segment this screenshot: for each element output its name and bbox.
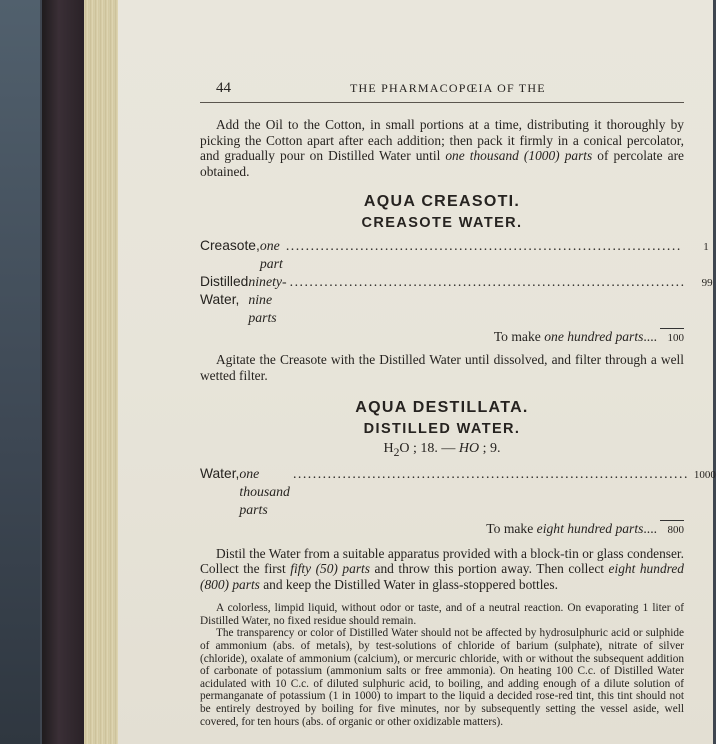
ingredient-qty: 1000 xyxy=(693,468,716,481)
creasoti-title: AQUA CREASOTI. xyxy=(363,193,521,210)
instruction-text: and throw this portion away. Then collect xyxy=(369,561,609,577)
intro-text-2: of percolate are obtained. xyxy=(200,148,684,179)
chemical-formula xyxy=(200,441,684,459)
total-dots: .... xyxy=(643,520,657,536)
destillata-total xyxy=(200,519,684,540)
destillata-ingredient xyxy=(200,465,716,519)
formula-part: O ; 18. — xyxy=(399,441,459,456)
destillata-title: AQUA DESTILLATA. xyxy=(355,399,529,416)
formula-subscript: 2 xyxy=(393,445,400,459)
instruction-italic: fifty (50) parts xyxy=(290,561,370,577)
page-number: 44 xyxy=(216,80,231,96)
running-head: THE PHARMACOPŒIA OF THE xyxy=(350,81,546,95)
creasoti-ingredient xyxy=(200,273,713,327)
destillata-note: A colorless, limpid liquid, without odor or taste, and of a neutral reaction. On evaporating 1 liter of Distilled Water, no fixed residue should remain. xyxy=(200,602,684,627)
total-dots: .... xyxy=(643,329,657,344)
formula-italic: HO xyxy=(458,441,480,456)
ingredient-amount: ninety-nine parts xyxy=(248,274,287,325)
book-page xyxy=(118,0,716,744)
ingredient-amount: one thousand parts xyxy=(239,465,290,517)
leader-dots: ................................................................................ xyxy=(292,465,689,481)
intro-paragraph xyxy=(200,117,684,179)
creasoti-ingredient xyxy=(200,237,709,273)
total-qty: 100 xyxy=(660,328,684,348)
total-amount: one hundred parts xyxy=(544,329,644,344)
ingredient-name: Creasote, xyxy=(200,238,260,253)
total-prefix: To make xyxy=(486,520,534,536)
destillata-subtitle: DISTILLED WATER. xyxy=(363,421,521,437)
intro-text-1: Add the Oil to the Cotton, in small portions at a time, distributing it thoroughly by picking the Cotton apart after each addition; then pack it firmly in a conical percolator, and gradually pour on Distilled Water until xyxy=(200,117,684,163)
instruction-text: Distil the Water from a suitable apparatus provided with a block-tin or glass condenser. Collect the first xyxy=(200,545,684,577)
intro-text-italic: one thousand (1000) parts xyxy=(445,148,593,163)
background-left xyxy=(0,0,40,744)
page-edges xyxy=(84,0,120,744)
creasoti-instruction: Agitate the Creasote with the Distilled Water until dissolved, and filter through a well wetted filter. xyxy=(200,352,684,383)
book-spine xyxy=(42,0,84,744)
total-amount: eight hundred parts xyxy=(536,520,644,536)
leader-dots: ................................................................................ xyxy=(289,274,686,289)
destillata-instruction xyxy=(200,546,684,593)
ingredient-amount: one part xyxy=(259,238,283,271)
ingredient-qty: 99 xyxy=(701,277,713,289)
ingredient-name: Distilled Water, xyxy=(200,274,249,307)
leader-dots: ................................................................................ xyxy=(285,238,682,253)
page-header xyxy=(200,72,684,103)
formula-part: ; 9. xyxy=(479,441,501,456)
ingredient-qty: 1 xyxy=(703,241,709,253)
destillata-note: The transparency or color of Distilled Water should not be affected by hydrosulphuric acid or sulphide of ammonium (abs. of metals), by test-solutions of chloride of barium (sulphate), nitrate of silver (chloride), oxalate of ammonium (calcium), or mercuric chloride, with or without the subsequent addition of carbonate of potassium (ammonium salts or free ammonia). On heating 100 C.c. of Distilled Water acidulated with 10 C.c. of diluted sulphuric acid, to boiling, and adding enough of a dilute solution of permanganate of potassium (1 in 1000) to impart to the liquid a decided rose-red tint, this tint should not be entirely destroyed by boiling for five minutes, nor by subsequently setting the vessel aside, well covered, for ten hours (abs. of organic or other oxidizable matters). xyxy=(200,627,684,728)
total-prefix: To make xyxy=(493,329,541,344)
instruction-italic: eight hundred (800) parts xyxy=(200,561,684,592)
page-content xyxy=(200,72,716,728)
total-qty: 800 xyxy=(660,520,684,540)
instruction-text: and keep the Distilled Water in glass-stoppered bottles. xyxy=(259,576,558,592)
ingredient-name: Water, xyxy=(200,465,240,481)
formula-part: H xyxy=(383,441,394,456)
creasoti-total xyxy=(200,327,684,348)
creasoti-subtitle: CREASOTE WATER. xyxy=(361,215,523,231)
